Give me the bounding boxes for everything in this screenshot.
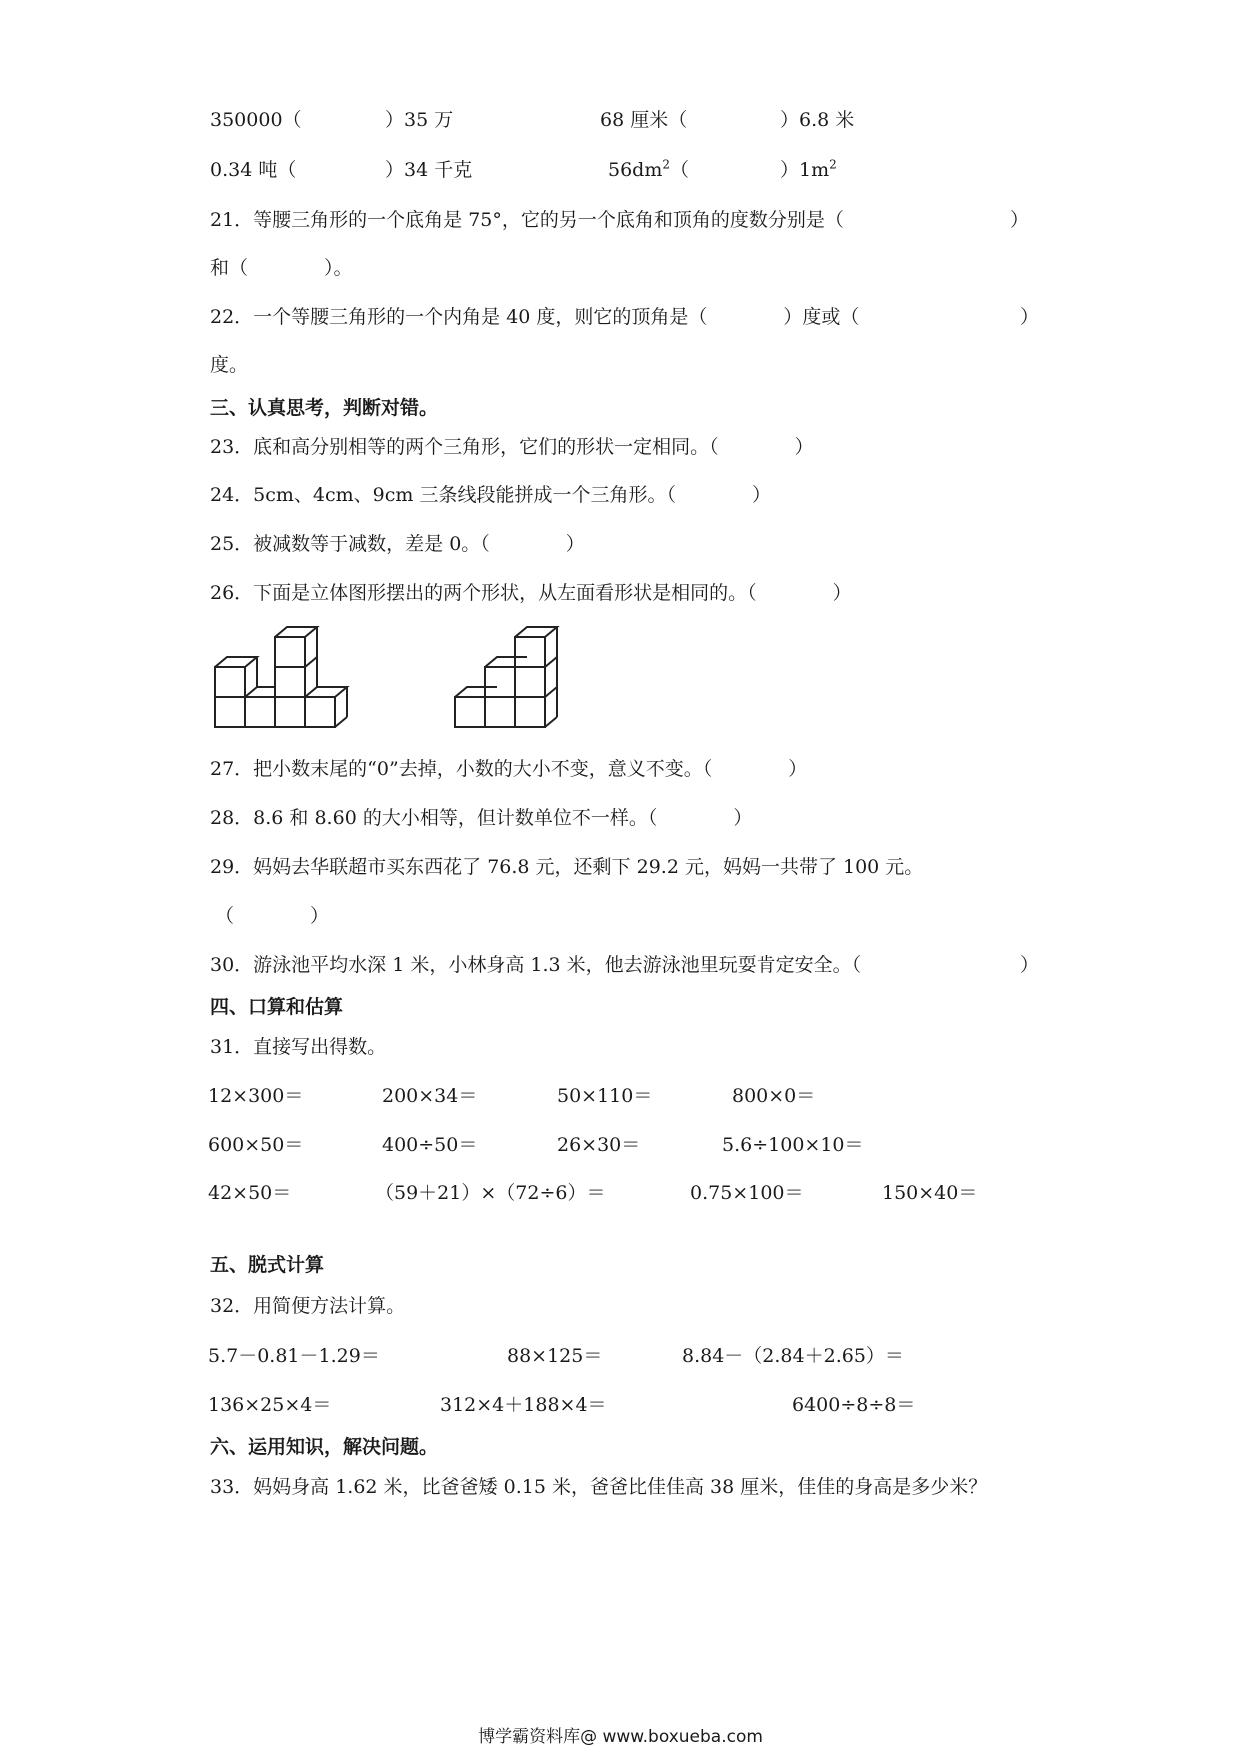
calc-cell: 136×25×4＝ (208, 1394, 332, 1416)
compare-2b-right: ）$1m^2$ (780, 157, 837, 181)
oral-cell: 12×300＝ (208, 1085, 304, 1107)
question-29-line1: 29．妈妈去华联超市买东西花了 76.8 元，还剩下 29.2 元，妈妈一共带了 100 元。 (210, 856, 924, 878)
question-29-line2: （ ） (215, 905, 330, 927)
compare-1b: 68 厘米（ (600, 109, 688, 131)
compare-2a-right: ）34 千克 (385, 159, 473, 181)
compare-2a: 0.34 吨（ (210, 159, 297, 181)
oral-cell: 0.75×100＝ (690, 1182, 804, 1204)
question-22-close: ） (1020, 306, 1040, 328)
question-27: 27．把小数末尾的“0”去掉，小数的大小不变，意义不变。（ ） (210, 758, 808, 780)
oral-cell: 50×110＝ (557, 1085, 653, 1107)
question-22-line1: 22．一个等腰三角形的一个内角是 40 度，则它的顶角是（ ）度或（ (210, 306, 860, 328)
oral-cell: 42×50＝ (208, 1182, 292, 1204)
calc-cell: 5.7－0.81－1.29＝ (208, 1345, 380, 1367)
oral-cell: 400÷50＝ (382, 1134, 478, 1156)
section-4-heading: 四、口算和估算 (210, 996, 344, 1018)
compare-1b-right: ）6.8 米 (780, 109, 855, 131)
question-24: 24．5cm、4cm、9cm 三条线段能拼成一个三角形。（ ） (210, 484, 771, 506)
oral-cell: （59＋21）×（72÷6）＝ (375, 1182, 606, 1204)
question-21-line1: 21．等腰三角形的一个底角是 75°，它的另一个底角和顶角的度数分别是（ (210, 209, 844, 231)
question-28: 28．8.6 和 8.60 的大小相等，但计数单位不一样。（ ） (210, 807, 753, 829)
oral-cell: 150×40＝ (882, 1182, 978, 1204)
footer-watermark: 博学霸资料库@ www.boxueba.com (478, 1727, 763, 1747)
oral-cell: 5.6÷100×10＝ (722, 1134, 864, 1156)
oral-cell: 200×34＝ (382, 1085, 478, 1107)
question-21-line2: 和（ ）。 (210, 257, 353, 279)
calc-cell: 312×4＋188×4＝ (440, 1394, 607, 1416)
question-33: 33．妈妈身高 1.62 米，比爸爸矮 0.15 米，爸爸比佳佳高 38 厘米，佳佳的身高是多少米？ (210, 1476, 988, 1498)
oral-cell: 600×50＝ (208, 1134, 304, 1156)
question-22-line2: 度。 (210, 354, 249, 376)
question-23: 23．底和高分别相等的两个三角形，它们的形状一定相同。（ ） (210, 436, 814, 458)
compare-2b: $56dm^2$（ (608, 157, 690, 181)
calc-cell: 88×125＝ (507, 1345, 603, 1367)
section-6-heading: 六、运用知识，解决问题。 (210, 1436, 439, 1458)
compare-1a-right: ）35 万 (385, 109, 454, 131)
question-26: 26．下面是立体图形摆出的两个形状，从左面看形状是相同的。（ ） (210, 582, 852, 604)
question-31: 31．直接写出得数。 (210, 1036, 387, 1058)
cube-shape-right (455, 627, 557, 727)
oral-cell: 26×30＝ (557, 1134, 641, 1156)
section-5-heading: 五、脱式计算 (210, 1254, 325, 1276)
question-25: 25．被减数等于减数，差是 0。（ ） (210, 533, 585, 555)
calc-cell: 8.84－（2.84＋2.65）＝ (682, 1345, 904, 1367)
cube-figures (205, 625, 575, 735)
question-30-close: ） (1020, 954, 1040, 976)
question-32: 32．用简便方法计算。 (210, 1295, 406, 1317)
calc-cell: 6400÷8÷8＝ (792, 1394, 916, 1416)
compare-1a: 350000（ (210, 109, 302, 131)
section-3-heading: 三、认真思考，判断对错。 (210, 397, 439, 419)
question-21-close: ） (1010, 209, 1030, 231)
cube-shape-left (215, 627, 347, 727)
oral-cell: 800×0＝ (732, 1085, 816, 1107)
question-30: 30．游泳池平均水深 1 米，小林身高 1.3 米，他去游泳池里玩耍肯定安全。（ (210, 954, 862, 976)
